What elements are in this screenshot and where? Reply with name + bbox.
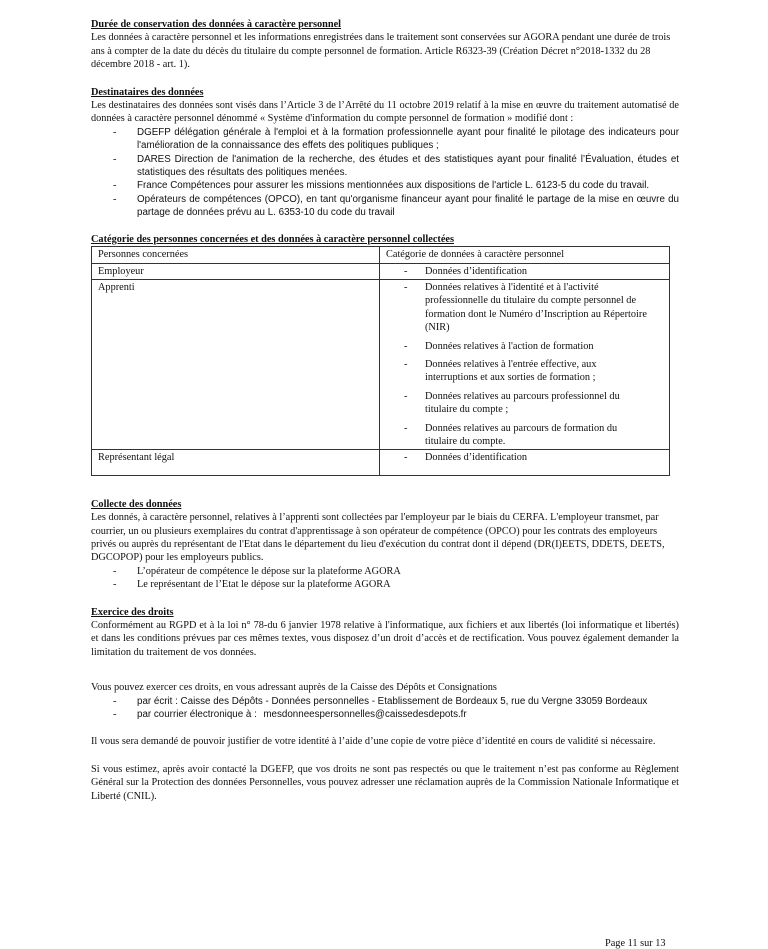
page-number: Page 11 sur 13	[605, 938, 666, 949]
list-item: - DARES Direction de l'animation de la recherche, des études et des statistiques ayant pour finalité l’Évaluation, études et statistiques des résultats des politiques menées.	[113, 153, 679, 179]
list-item: - Données relatives à l'action de formation	[404, 340, 594, 352]
list-item: - France Compétences pour assurer les missions mentionnées aux dispositions de l'article L. 6123-5 du code du travail.	[113, 180, 650, 192]
table-row	[92, 263, 670, 279]
table-row	[92, 279, 670, 449]
list-item: - Données d’identification	[404, 452, 528, 464]
dash-bullet: -	[113, 709, 117, 721]
dash-bullet: -	[404, 358, 408, 370]
table-cell-data	[380, 279, 670, 449]
list-item: - Opérateurs de compétences (OPCO), en tant qu'organisme financeur ayant pour finalité le partage de la mise en œuvre du partage de données prévu au L. 6353-10 du code du travail	[113, 193, 679, 219]
list-item: - Données relatives à l'identité et à l'activité professionnelle du titulaire du compte personnel de formation dont le Numéro d’Inscription au Répertoire (NIR)	[404, 281, 647, 334]
email-link[interactable]: mesdonneespersonnelles@caissedesdepots.fr	[263, 709, 467, 721]
table-cell-person: Représentant légal	[92, 450, 380, 475]
dash-bullet: -	[404, 422, 408, 434]
section-title-destinataires: Destinataires des données	[91, 86, 204, 98]
droits-text-1: Conformément au RGPD et à la loi n° 78-du 6 janvier 1978 relative à l'informatique, aux fichiers et aux libertés (loi informatique et libertés) et dans les conditions prévues par ces mêmes textes, vous disposez d’un droit d’accès et de rectification. Vous pouvez également demander la limitation du traitement de vos données.	[91, 620, 679, 658]
dash-bullet: -	[113, 579, 117, 591]
table-cell-person: Employeur	[92, 263, 380, 279]
dash-bullet: -	[404, 265, 408, 277]
list-item: - par écrit : Caisse des Dépôts - Données personnelles - Etablissement de Bordeaux 5, rue du Vergne 33059 Bordeaux	[113, 695, 648, 707]
section-title-collecte: Collecte des données	[91, 498, 182, 510]
table-cell-data	[380, 263, 670, 279]
droits-contact-list	[91, 695, 679, 722]
table-header-cell: Personnes concernées	[92, 247, 380, 263]
section-title-droits: Exercice des droits	[91, 606, 174, 618]
droits-text-2: Vous pouvez exercer ces droits, en vous adressant auprès de la Caisse des Dépôts et Consignations	[91, 682, 497, 694]
destinataires-intro: Les destinataires des données sont visés dans l’Article 3 de l’Arrêté du 11 octobre 2019 relatif à la mise en œuvre du traitement automatisé de données à caractère personnel dénommé « Système d'information du compte personnel de formation » modifié dont :	[91, 100, 679, 125]
list-item: - par courrier électronique à : mesdonneespersonnelles@caissedesdepots.fr	[113, 709, 467, 721]
dash-bullet: -	[113, 193, 117, 205]
table-cell-person: Apprenti	[92, 279, 380, 449]
list-item: - L’opérateur de compétence le dépose sur la plateforme AGORA	[113, 565, 401, 577]
collecte-text: Les donnés, à caractère personnel, relatives à l’apprenti sont collectées par l'employeur par le biais du CERFA. L'employeur transmet, par courrier, un ou plusieurs exemplaires du contrat d'apprentissage à son opérateur de compétence (OPCO) pour les contrats des employeurs privés ou auprès du représentant de l'Etat dans le département du lieu d'exécution du contrat dont il dépend (DR(I)EETS, DDETS, DEETS, DGCOPOP) pour les employeurs publics.	[91, 512, 665, 564]
table-header-row	[92, 247, 670, 263]
dash-bullet: -	[113, 180, 117, 192]
list-item: - Le représentant de l’Etat le dépose sur la plateforme AGORA	[113, 579, 391, 591]
droits-text-3: Il vous sera demandé de pouvoir justifier de votre identité à l’aide d’une copie de votre pièce d’identité en cours de validité si nécessaire.	[91, 736, 656, 748]
dash-bullet: -	[113, 695, 117, 707]
table-header-cell: Catégorie de données à caractère personnel	[380, 247, 670, 263]
dash-bullet: -	[113, 565, 117, 577]
section-title-categorie: Catégorie des personnes concernées et des données à caractère personnel collectées	[91, 233, 454, 245]
dash-bullet: -	[404, 281, 408, 293]
dash-bullet: -	[404, 452, 408, 464]
dash-bullet: -	[113, 126, 117, 138]
list-item: - Données d’identification	[404, 265, 528, 277]
dash-bullet: -	[404, 340, 408, 352]
list-item: - Données relatives au parcours professionnel du titulaire du compte ;	[404, 390, 620, 416]
section-title-conservation: Durée de conservation des données à caractère personnel	[91, 19, 342, 30]
dash-bullet: -	[113, 153, 117, 165]
document-page	[91, 18, 679, 803]
conservation-text: Les données à caractère personnel et les informations enregistrées dans le traitement sont conservées sur AGORA pendant une durée de trois ans à compter de la date du décès du titulaire du compte personnel de formation. Article R6323-39 (Création Décret n°2018-1332 du 28 décembre 2018 - art. 1).	[91, 32, 671, 71]
destinataires-list	[91, 126, 679, 220]
list-item: - Données relatives au parcours de formation du titulaire du compte.	[404, 422, 618, 447]
list-item: - DGEFP délégation générale à l'emploi et à la formation professionnelle ayant pour finalité le pilotage des indicateurs pour l'amélioration de la connaissance des effets des politiques publiques ;	[113, 126, 679, 152]
table-row	[92, 450, 670, 475]
list-item: - Données relatives à l'entrée effective, aux interruptions et aux sorties de formation ;	[404, 358, 597, 384]
dash-bullet: -	[404, 390, 408, 402]
table-cell-data	[380, 450, 670, 475]
droits-text-4: Si vous estimez, après avoir contacté la DGEFP, que vos droits ne sont pas respectés ou que le traitement n’est pas conforme au Règlement Général sur la Protection des données Personnelles, vous pouvez adresser une réclamation auprès de la Commission Nationale Informatique et Liberté (CNIL).	[91, 763, 679, 802]
collecte-list	[91, 565, 679, 592]
categorie-table	[91, 246, 670, 476]
